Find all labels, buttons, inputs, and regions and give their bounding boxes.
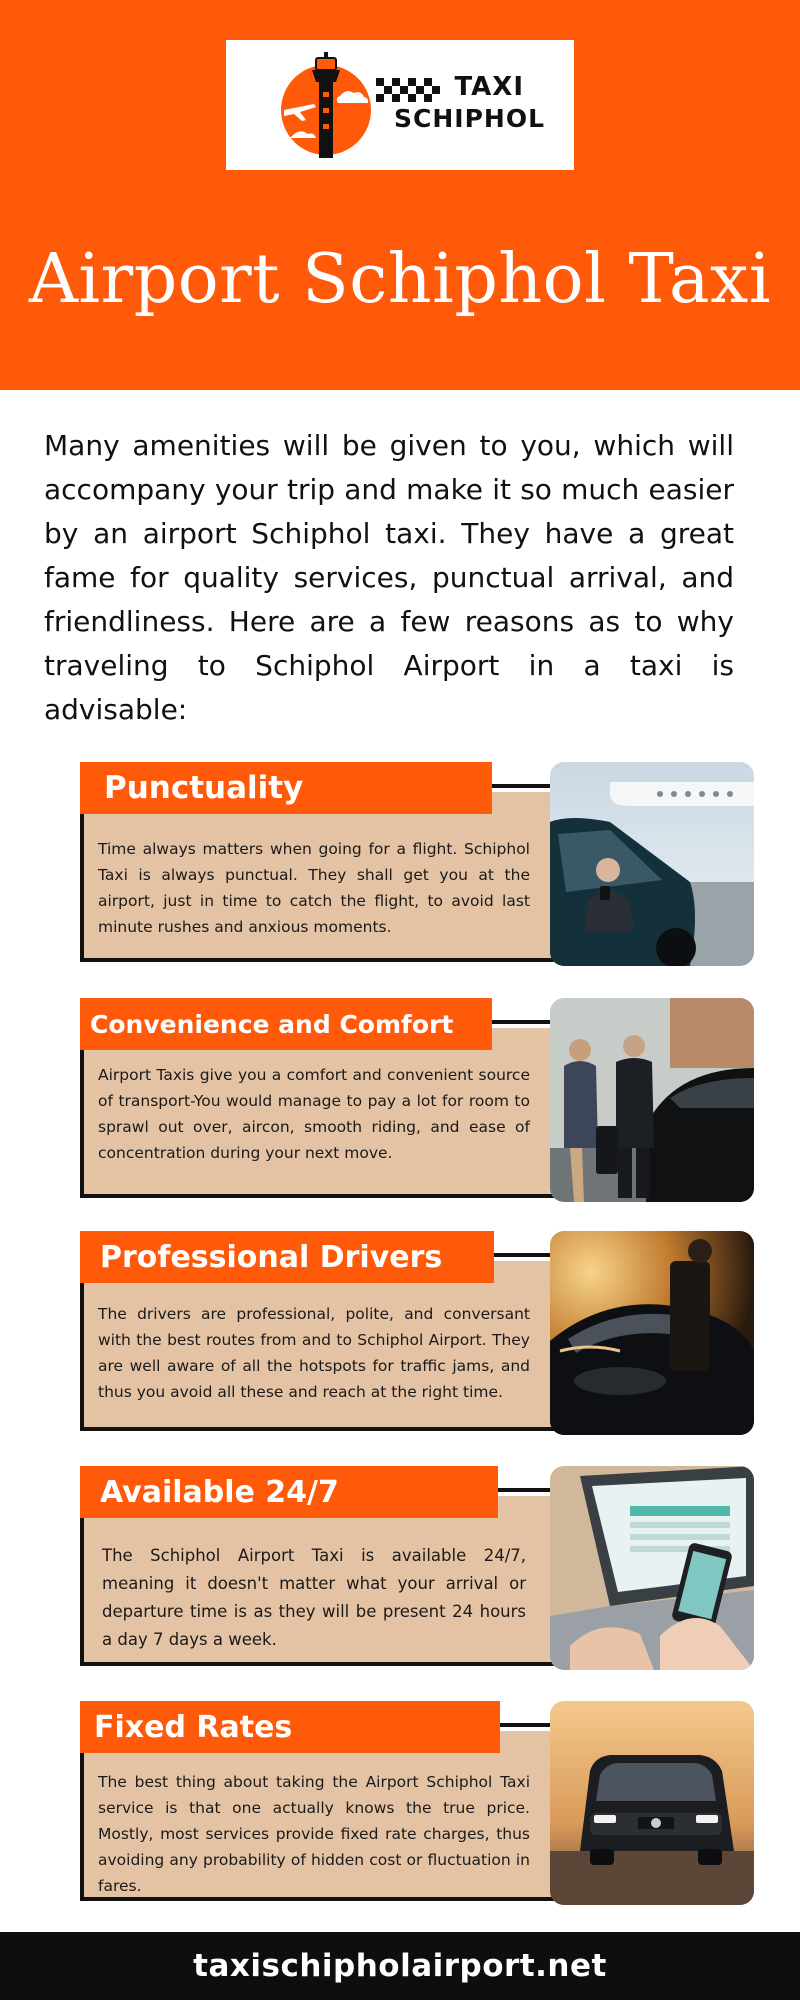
section-text: The best thing about taking the Airport Schiphol Taxi service is that one actually knows the true price. Mostly, most services provide fixed rate charges, thus avoiding any probability of hidden cost or fluctuation in fares. bbox=[98, 1773, 530, 1895]
control-tower-logo-icon bbox=[274, 52, 378, 158]
section-card-available bbox=[78, 1466, 754, 1676]
website-url-link[interactable]: taxischipholairport.net bbox=[193, 1948, 607, 1984]
section-text: Time always matters when going for a flight. Schiphol Taxi is always punctual. They shall get you at the airport, just in time to catch the flight, to avoid last minute rushes and anxious moments. bbox=[98, 840, 530, 936]
section-title: Professional Drivers bbox=[80, 1231, 494, 1283]
intro-paragraph: Many amenities will be given to you, which will accompany your trip and make it so much easier by an airport Schiphol taxi. They have a great fame for quality services, punctual arrival, and friendliness. Here are a few reasons as to why traveling to Schiphol Airport in a taxi is advisable: bbox=[44, 429, 734, 726]
footer-bar bbox=[0, 1932, 800, 2000]
black-car-side-mirror-photo bbox=[550, 1231, 754, 1435]
section-title: Available 24/7 bbox=[80, 1466, 498, 1518]
booking-on-phone-and-laptop-photo bbox=[550, 1466, 754, 1670]
logo-line-taxi: TAXI bbox=[454, 72, 524, 102]
logo-line-schiphol: SCHIPHOL bbox=[394, 104, 546, 133]
section-title: Convenience and Comfort bbox=[80, 998, 492, 1050]
section-card-punctuality bbox=[78, 762, 754, 972]
section-title: Fixed Rates bbox=[80, 1701, 500, 1753]
section-title: Punctuality bbox=[80, 762, 492, 814]
black-van-at-sunset-photo bbox=[550, 1701, 754, 1905]
page-title: Airport Schiphol Taxi bbox=[28, 240, 772, 319]
section-card-drivers bbox=[78, 1231, 754, 1441]
business-traveler-in-car-photo bbox=[550, 762, 754, 966]
logo-wordmark bbox=[370, 74, 550, 131]
logo[interactable] bbox=[226, 40, 574, 170]
section-card-convenience bbox=[78, 998, 754, 1208]
section-text: Airport Taxis give you a comfort and convenient source of transport-You would manage to pay a lot for room to sprawl out over, aircon, smooth riding, and ease of concentration during your next move. bbox=[98, 1066, 530, 1162]
section-text: The drivers are professional, polite, and conversant with the best routes from and to Schiphol Airport. They are well aware of all the hotspots for traffic jams, and thus you avoid all these and reach at the right time. bbox=[98, 1305, 530, 1401]
header-banner bbox=[0, 0, 800, 390]
section-card-fixed-rates bbox=[78, 1701, 754, 1911]
section-text: The Schiphol Airport Taxi is available 24/7, meaning it doesn't matter what your arrival or departure time is as they will be present 24 hours a day 7 days a week. bbox=[102, 1546, 526, 1649]
chauffeur-opening-car-door-photo bbox=[550, 998, 754, 1202]
